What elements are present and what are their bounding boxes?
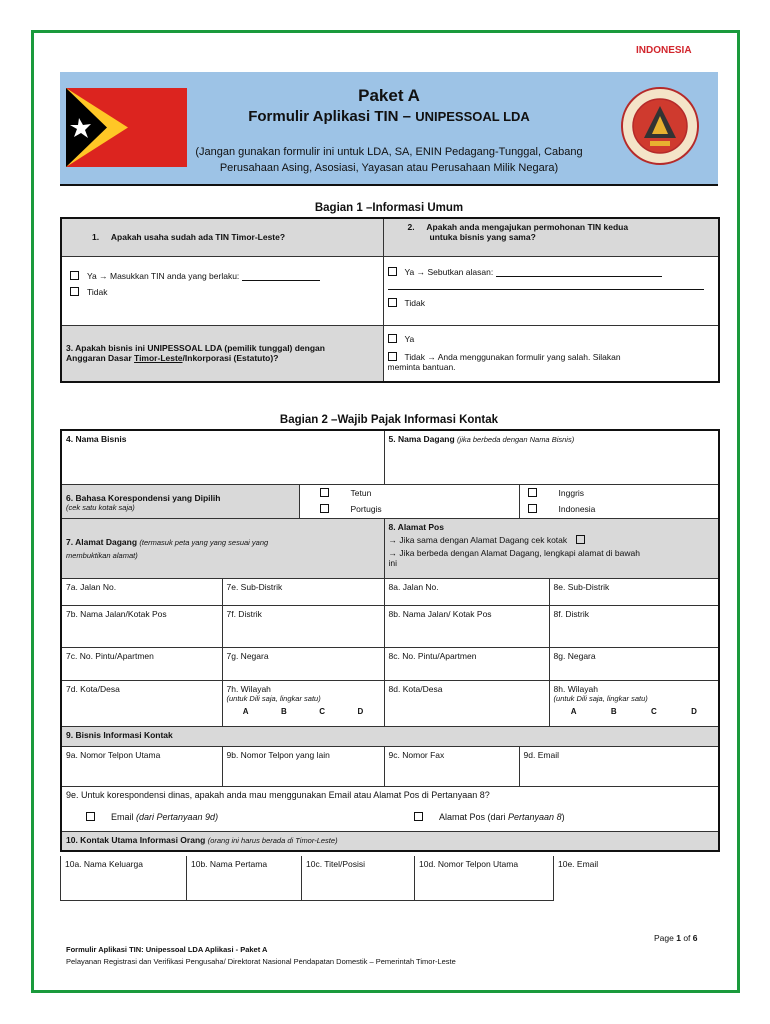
q2-answers: Ya → Sebutkan alasan: Tidak bbox=[383, 256, 719, 325]
form-note-line1: (Jangan gunakan formulir ini untuk LDA, SA, ENIN Pedagang-Tunggal, Cabang bbox=[195, 146, 583, 158]
field-8b[interactable]: 8b. Nama Jalan/ Kotak Pos bbox=[384, 605, 549, 647]
field-8e[interactable]: 8e. Sub-Distrik bbox=[549, 578, 719, 605]
form-package-title: Paket A bbox=[358, 86, 420, 105]
field-9b[interactable]: 9b. Nomor Telpon yang lain bbox=[222, 746, 384, 786]
field-10a[interactable]: 10a. Nama Keluarga bbox=[61, 856, 187, 900]
field-8g[interactable]: 8g. Negara bbox=[549, 647, 719, 680]
reason-input-line2[interactable] bbox=[388, 279, 705, 290]
q3-yes-checkbox[interactable] bbox=[388, 334, 397, 343]
region-d-option[interactable]: D bbox=[691, 706, 697, 716]
footer-agency: Pelayanan Registrasi dan Verifikasi Pengusaha/ Direktorat Nasional Pendapatan Domestik – Pemerintah Timor-Leste bbox=[66, 957, 456, 966]
region-c-option[interactable]: C bbox=[650, 706, 657, 716]
field-10b[interactable]: 10b. Nama Pertama bbox=[187, 856, 302, 900]
field-7a[interactable]: 7a. Jalan No. bbox=[61, 578, 222, 605]
section1-table bbox=[60, 217, 720, 383]
section2-table bbox=[60, 429, 720, 852]
field-9-kontak-bisnis: 9. Bisnis Informasi Kontak bbox=[61, 726, 719, 746]
field-10-table bbox=[60, 856, 719, 901]
field-7c[interactable]: 7c. No. Pintu/Apartmen bbox=[61, 647, 222, 680]
field-9d[interactable]: 9d. Email bbox=[519, 746, 719, 786]
q1-no-checkbox[interactable] bbox=[70, 287, 79, 296]
region-a-option[interactable]: A bbox=[242, 706, 249, 716]
field-7h[interactable]: 7h. Wilayah (untuk Dili saja, lingkar satu) A B C D bbox=[222, 680, 384, 726]
footer-form-name: Formulir Aplikasi TIN: Unipessoal LDA Aplikasi - Paket A bbox=[66, 945, 268, 954]
field-8a[interactable]: 8a. Jalan No. bbox=[384, 578, 549, 605]
field-7d[interactable]: 7d. Kota/Desa bbox=[61, 680, 222, 726]
inggris-checkbox[interactable] bbox=[528, 488, 537, 497]
region-b-option[interactable]: B bbox=[610, 706, 617, 716]
page-number: Page 1 of 6 bbox=[654, 933, 698, 943]
email-checkbox[interactable] bbox=[86, 812, 95, 821]
reason-input-line[interactable] bbox=[496, 267, 662, 277]
tetun-checkbox[interactable] bbox=[320, 488, 329, 497]
q3-no-checkbox[interactable] bbox=[388, 352, 397, 361]
field-7-alamat-dagang: 7. Alamat Dagang (termasuk peta yang yang sesuai yang membuktikan alamat) bbox=[61, 518, 384, 578]
field-10d[interactable]: 10d. Nomor Telpon Utama bbox=[415, 856, 554, 900]
portugis-checkbox[interactable] bbox=[320, 504, 329, 513]
q3-cell: 3. Apakah bisnis ini UNIPESSOAL LDA (pemilik tunggal) dengan Anggaran Dasar Timor-Leste/Inkorporasi (Estatuto)? bbox=[61, 325, 383, 382]
region-b-option[interactable]: B bbox=[280, 706, 287, 716]
field-8c[interactable]: 8c. No. Pintu/Apartmen bbox=[384, 647, 549, 680]
form-note-line2: Perusahaan Asing, Asosiasi, Yayasan atau Perusahaan Milik Negara) bbox=[219, 162, 559, 174]
field-8-alamat-pos: 8. Alamat Pos → Jika sama dengan Alamat Dagang cek kotak → Jika berbeda dengan Alamat Dagang, lengkapi alamat di bawah ini bbox=[384, 518, 719, 578]
q2-no-checkbox[interactable] bbox=[388, 298, 397, 307]
header-rule bbox=[60, 184, 718, 186]
region-d-option[interactable]: D bbox=[357, 706, 364, 716]
field-6-bahasa: 6. Bahasa Korespondensi yang Dipilih (cek satu kotak saja) bbox=[61, 484, 299, 518]
form-title: Formulir Aplikasi TIN – UNIPESSOAL LDA bbox=[248, 108, 530, 125]
same-address-checkbox[interactable] bbox=[576, 535, 585, 544]
field-8h[interactable]: 8h. Wilayah (untuk Dili saja, lingkar satu) A B C D bbox=[549, 680, 719, 726]
field-8d[interactable]: 8d. Kota/Desa bbox=[384, 680, 549, 726]
field-7g[interactable]: 7g. Negara bbox=[222, 647, 384, 680]
q1-yes-checkbox[interactable] bbox=[70, 271, 79, 280]
lang-options-right: Inggris Indonesia bbox=[519, 484, 719, 518]
lang-options-left: Tetun Portugis bbox=[299, 484, 519, 518]
field-9c[interactable]: 9c. Nomor Fax bbox=[384, 746, 519, 786]
field-4-nama-bisnis[interactable]: 4. Nama Bisnis bbox=[61, 430, 384, 484]
alamat-pos-checkbox[interactable] bbox=[414, 812, 423, 821]
field-5-nama-dagang[interactable]: 5. Nama Dagang (jika berbeda dengan Nama Bisnis) bbox=[384, 430, 719, 484]
q2-cell: 2. Apakah anda mengajukan permohonan TIN kedua untuka bisnis yang sama? bbox=[383, 218, 719, 256]
q1-answers: Ya → Masukkan TIN anda yang berlaku: Tidak bbox=[61, 256, 383, 325]
field-7f[interactable]: 7f. Distrik bbox=[222, 605, 384, 647]
field-9e: 9e. Untuk korespondensi dinas, apakah anda mau menggunakan Email atau Alamat Pos di Pertanyaan 8? Email (dari Pertanyaan 9d) Alamat Pos (dari Pertanyaan 8) bbox=[61, 786, 719, 831]
q2-yes-checkbox[interactable] bbox=[388, 267, 397, 276]
region-c-option[interactable]: C bbox=[319, 706, 326, 716]
field-9a[interactable]: 9a. Nomor Telpon Utama bbox=[61, 746, 222, 786]
tin-input-line[interactable] bbox=[242, 271, 320, 281]
field-8f[interactable]: 8f. Distrik bbox=[549, 605, 719, 647]
field-7e[interactable]: 7e. Sub-Distrik bbox=[222, 578, 384, 605]
country-label: INDONESIA bbox=[636, 45, 692, 56]
region-a-option[interactable]: A bbox=[570, 706, 577, 716]
field-7b[interactable]: 7b. Nama Jalan/Kotak Pos bbox=[61, 605, 222, 647]
q1-cell: 1. Apakah usaha sudah ada TIN Timor-Leste? bbox=[61, 218, 383, 256]
field-10e[interactable]: 10e. Email bbox=[554, 856, 719, 900]
section2-title: Bagian 2 –Wajib Pajak Informasi Kontak bbox=[279, 414, 499, 426]
q3-answers: Ya Tidak → Anda menggunakan formulir yang salah. Silakan meminta bantuan. bbox=[383, 325, 719, 382]
field-10c[interactable]: 10c. Titel/Posisi bbox=[302, 856, 415, 900]
indonesia-checkbox[interactable] bbox=[528, 504, 537, 513]
section1-title: Bagian 1 –Informasi Umum bbox=[314, 202, 464, 214]
field-10-kontak-utama: 10. Kontak Utama Informasi Orang (orang ini harus berada di Timor-Leste) bbox=[61, 831, 719, 851]
